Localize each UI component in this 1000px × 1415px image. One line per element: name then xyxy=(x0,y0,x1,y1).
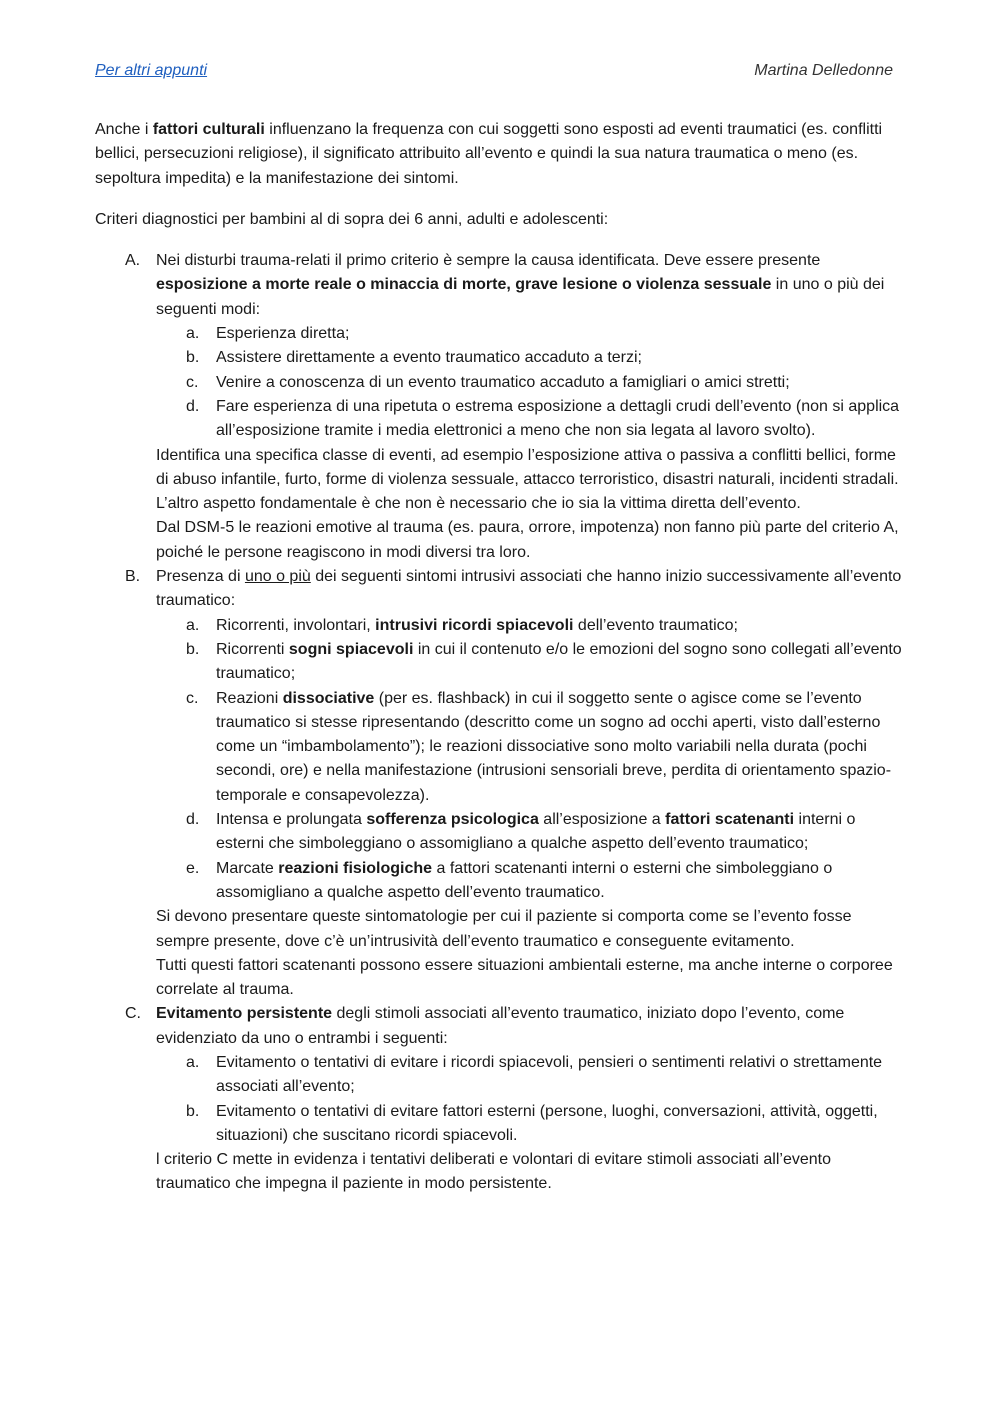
criterion-b-note: Si devono presentare queste sintomatologie per cui il paziente si comporta come se l’evento fosse sempre presente, dove c’è un’intrusività dell’evento traumatico e conseguente evitamento. xyxy=(156,908,852,950)
list-item xyxy=(156,638,907,687)
list-item-text: Evitamento o tentativi di evitare i ricordi spiacevoli, pensieri o sentimenti relativi o strettamente associati all’evento; xyxy=(216,1053,883,1096)
list-item-text: Esperienza diretta; xyxy=(216,325,350,343)
list-item-text: Assistere direttamente a evento traumatico accaduto a terzi; xyxy=(216,349,642,367)
criterion-b-note: Tutti questi fattori scatenanti possono essere situazioni ambientali esterne, ma anche interne o corporee correlate al trauma. xyxy=(156,956,893,999)
criteria-list xyxy=(95,249,907,1197)
page-header xyxy=(95,60,893,82)
criterion-a-text: Nei disturbi trauma-relati il primo criterio è sempre la causa identificata. Deve essere presente xyxy=(156,252,821,270)
list-marker: a. xyxy=(186,616,200,634)
list-item-bold: intrusivi ricordi spiacevoli xyxy=(375,616,574,634)
list-item-text: Ricorrenti xyxy=(216,640,289,658)
notes-link[interactable]: Per altri appunti xyxy=(95,62,208,79)
list-item xyxy=(156,808,907,857)
criterion-b xyxy=(95,565,907,1002)
list-marker: d. xyxy=(186,811,200,829)
list-item xyxy=(156,371,907,395)
author-name: Martina Delledonne xyxy=(754,62,893,79)
list-item xyxy=(156,857,907,906)
criterion-a-note: L’altro aspetto fondamentale è che non è necessario che io sia la vittima diretta dell’evento. xyxy=(156,495,801,513)
criterion-a-text-rest: in uno o più dei seguenti modi: xyxy=(156,276,885,318)
list-item-text: Marcate xyxy=(216,859,279,877)
list-item xyxy=(156,614,907,638)
list-item-text: Reazioni xyxy=(216,689,283,707)
list-item-text-rest: a fattori scatenanti interni o esterni che simboleggiano o assomigliano a qualche aspetto dell’evento traumatico. xyxy=(216,859,833,901)
criterion-b-text: Presenza di xyxy=(156,568,245,586)
list-item xyxy=(156,1051,907,1100)
list-item-bold: fattori scatenanti xyxy=(665,811,795,829)
criterion-b-underline: uno o più xyxy=(244,568,311,586)
list-item-bold: sofferenza psicologica xyxy=(366,811,539,829)
criterion-b-text-rest: dei seguenti sintomi intrusivi associati che hanno inizio successivamente all’evento traumatico: xyxy=(156,568,902,610)
criterion-a-bold: esposizione a morte reale o minaccia di morte, grave lesione o violenza sessuale xyxy=(156,276,772,294)
list-item-bold: dissociative xyxy=(282,689,375,707)
list-item-text: Fare esperienza di una ripetuta o estrema esposizione a dettagli crudi dell’evento (non si applica all’esposizione tramite i media elettronici a meno che non sia legata al lavoro svolto). xyxy=(216,397,900,440)
list-item-bold: sogni spiacevoli xyxy=(288,640,414,658)
list-item-text-mid: all’esposizione a xyxy=(538,811,666,829)
list-item xyxy=(156,687,907,808)
list-item-text-rest: in cui il contenuto e/o le emozioni del sogno sono collegati all’evento traumatico; xyxy=(216,640,902,683)
criterion-a-note: Dal DSM-5 le reazioni emotive al trauma (es. paura, orrore, impotenza) non fanno più parte del criterio A, poiché le persone reagiscono in modi diversi tra loro. xyxy=(156,519,899,561)
criteria-title: Criteri diagnostici per bambini al di sopra dei 6 anni, adulti e adolescenti: xyxy=(95,210,609,228)
criterion-c-sublist xyxy=(156,1051,907,1148)
list-item xyxy=(156,1100,907,1149)
list-item-text-rest: dell’evento traumatico; xyxy=(573,616,738,634)
intro-text: Anche i xyxy=(95,121,153,138)
intro-paragraph xyxy=(95,118,907,191)
list-item-text-rest: (per es. flashback) in cui il soggetto sente o agisce come se l’evento traumatico si stesse ripresentando (descritto come un sogno ad occhi aperti, visto dall’esterno come un “imbambolamento”); le reazioni dissociative sono molto variabili nella durata (pochi secondi, ore) e nella manifestazione (intrusioni sensoriali breve, perdita di orientamento spazio-temporale e consapevolezza). xyxy=(216,689,892,804)
list-item-bold: reazioni fisiologiche xyxy=(278,859,433,877)
criterion-c xyxy=(95,1002,907,1196)
list-marker: B. xyxy=(125,568,141,586)
list-item-text: Ricorrenti, involontari, xyxy=(216,616,376,634)
criterion-b-sublist xyxy=(156,614,907,906)
list-marker: a. xyxy=(186,325,200,343)
criterion-a-note: Identifica una specifica classe di eventi, ad esempio l’esposizione attiva o passiva a conflitti bellici, forme di abuso infantile, furto, forme di violenza sessuale, attacco terroristico, disastri naturali, incidenti stradali. xyxy=(156,446,899,488)
criterion-c-bold: Evitamento persistente xyxy=(156,1005,333,1023)
list-marker: A. xyxy=(125,252,141,270)
list-marker: d. xyxy=(186,397,200,415)
criterion-c-text: degli stimoli associati all’evento traumatico, iniziato dopo l’evento, come evidenziato da uno o entrambi i seguenti: xyxy=(156,1005,845,1047)
list-item xyxy=(156,322,907,346)
list-marker: e. xyxy=(186,859,200,877)
list-item xyxy=(156,395,907,444)
list-item-text: Intensa e prolungata xyxy=(216,811,367,829)
list-marker: b. xyxy=(186,1102,200,1120)
intro-bold: fattori culturali xyxy=(152,121,265,138)
list-marker: b. xyxy=(186,349,200,367)
intro-text-rest: influenzano la frequenza con cui soggetti sono esposti ad eventi traumatici (es. conflitti bellici, persecuzioni religiose), il significato attribuito all’evento e quindi la sua natura traumatica o meno (es. sepoltura impedita) e la manifestazione dei sintomi. xyxy=(95,121,883,187)
list-item xyxy=(156,346,907,370)
list-item-text: Venire a conoscenza di un evento traumatico accaduto a famigliari o amici stretti; xyxy=(216,373,790,391)
criterion-a-sublist xyxy=(156,322,907,443)
list-marker: c. xyxy=(186,689,199,707)
criterion-c-note: l criterio C mette in evidenza i tentativi deliberati e volontari di evitare stimoli associati all’evento traumatico che impegna il paziente in modo persistente. xyxy=(156,1151,831,1193)
list-marker: a. xyxy=(186,1053,200,1071)
list-marker: c. xyxy=(186,373,199,391)
document-body xyxy=(95,118,907,1197)
list-marker: C. xyxy=(125,1005,141,1023)
list-item-text: Evitamento o tentativi di evitare fattori esterni (persone, luoghi, conversazioni, attività, oggetti, situazioni) che suscitano ricordi spiacevoli. xyxy=(216,1102,878,1144)
criterion-a xyxy=(95,249,907,565)
list-marker: b. xyxy=(186,640,200,658)
list-item-text-rest: interni o esterni che simboleggiano o assomigliano a qualche aspetto dell’evento traumatico; xyxy=(216,811,856,853)
